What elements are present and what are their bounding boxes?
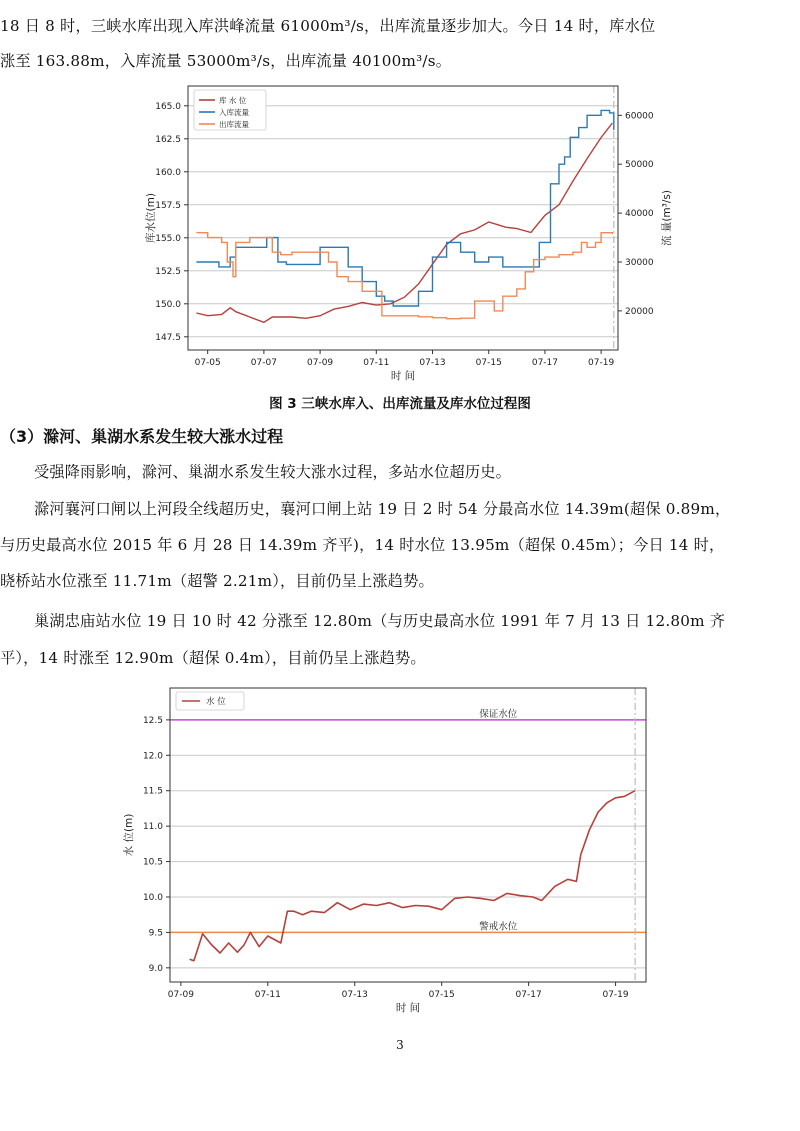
y-tick-label: 165.0 [155, 101, 181, 112]
paragraph-1-line-1: 18 日 8 时，三峡水库出现入库洪峰流量 61000m³/s，出库流量逐步加大。今日 14 时，库水位 [0, 17, 656, 35]
legend-label: 水 位 [206, 697, 226, 707]
y-tick-label: 9.0 [148, 963, 163, 974]
y2-tick-label: 20000 [625, 306, 654, 317]
y-tick-label: 160.0 [155, 167, 181, 178]
x-tick-label: 07-11 [254, 990, 281, 1000]
y-tick-label: 11.5 [142, 786, 163, 797]
y2-tick-label: 60000 [625, 111, 654, 122]
x-tick-label: 07-19 [588, 358, 615, 368]
paragraph-3-line-2: 与历史最高水位 2015 年 6 月 28 日 14.39m 齐平)，14 时水位 13.95m（超保 0.45m）；今日 14 时， [0, 536, 725, 554]
legend-label: 出库流量 [219, 120, 249, 129]
page-number: 3 [396, 1038, 404, 1052]
y-tick-label: 157.5 [155, 200, 181, 211]
paragraph-3-line-3: 晓桥站水位涨至 11.71m（超警 2.21m），目前仍呈上涨趋势。 [0, 572, 434, 590]
paragraph-1-line-2: 涨至 163.88m，入库流量 53000m³/s，出库流量 40100m³/s。 [0, 52, 452, 70]
paragraph-4-line-2: 平），14 时涨至 12.90m（超保 0.4m），目前仍呈上涨趋势。 [0, 649, 426, 667]
x-tick-label: 07-11 [363, 358, 390, 368]
x-tick-label: 07-13 [341, 990, 368, 1000]
y-tick-label: 12.0 [142, 751, 163, 762]
y2-tick-label: 40000 [625, 209, 654, 220]
figure-3-caption: 图 3 三峡水库入、出库流量及库水位过程图 [269, 396, 531, 412]
y-tick-label: 147.5 [155, 332, 181, 343]
legend-label: 库 水 位 [219, 96, 247, 105]
x-tick-label: 07-17 [515, 990, 542, 1000]
x-tick-label: 07-15 [475, 358, 502, 368]
x-tick-label: 07-07 [250, 358, 277, 368]
chaohu-water-level-chart [110, 680, 670, 1020]
y-axis-label: 库水位(m) [145, 193, 157, 243]
y-axis-label: 水 位(m) [123, 813, 135, 857]
legend-label: 入库流量 [219, 108, 249, 117]
y-tick-label: 10.5 [142, 857, 163, 868]
y-tick-label: 152.5 [155, 266, 181, 277]
three-gorges-chart [140, 78, 680, 383]
y-tick-label: 150.0 [155, 299, 181, 310]
y2-axis-label: 流 量(m³/s) [661, 190, 673, 246]
paragraph-3-line-1: 滁河襄河口闸以上河段全线超历史，襄河口闸上站 19 日 2 时 54 分最高水位 14.39m(超保 0.89m， [34, 500, 731, 518]
x-tick-label: 07-13 [419, 358, 446, 368]
x-tick-label: 07-05 [194, 358, 221, 368]
y-tick-label: 12.5 [142, 715, 163, 726]
x-tick-label: 07-09 [167, 990, 194, 1000]
y-tick-label: 11.0 [142, 822, 163, 833]
y-tick-label: 10.0 [142, 892, 163, 903]
x-tick-label: 07-19 [602, 990, 629, 1000]
guarantee-level-label: 保证水位 [479, 708, 518, 720]
x-axis-label: 时 间 [390, 370, 416, 382]
y2-tick-label: 50000 [625, 160, 654, 171]
y-tick-label: 155.0 [155, 233, 181, 244]
paragraph-2-line-1: 受强降雨影响，滁河、巢湖水系发生较大涨水过程，多站水位超历史。 [34, 463, 512, 481]
x-tick-label: 07-17 [531, 358, 559, 368]
x-tick-label: 07-15 [428, 990, 455, 1000]
section-heading: （3）滁河、巢湖水系发生较大涨水过程 [0, 427, 284, 446]
y2-tick-label: 30000 [625, 258, 654, 268]
paragraph-4-line-1: 巢湖忠庙站水位 19 日 10 时 42 分涨至 12.80m（与历史最高水位 1991 年 7 月 13 日 12.80m 齐 [34, 612, 726, 630]
x-axis-label: 时 间 [395, 1002, 421, 1014]
y-tick-label: 162.5 [155, 134, 181, 145]
y-tick-label: 9.5 [148, 928, 163, 939]
warning-level-label: 警戒水位 [479, 921, 518, 933]
x-tick-label: 07-09 [307, 358, 334, 368]
